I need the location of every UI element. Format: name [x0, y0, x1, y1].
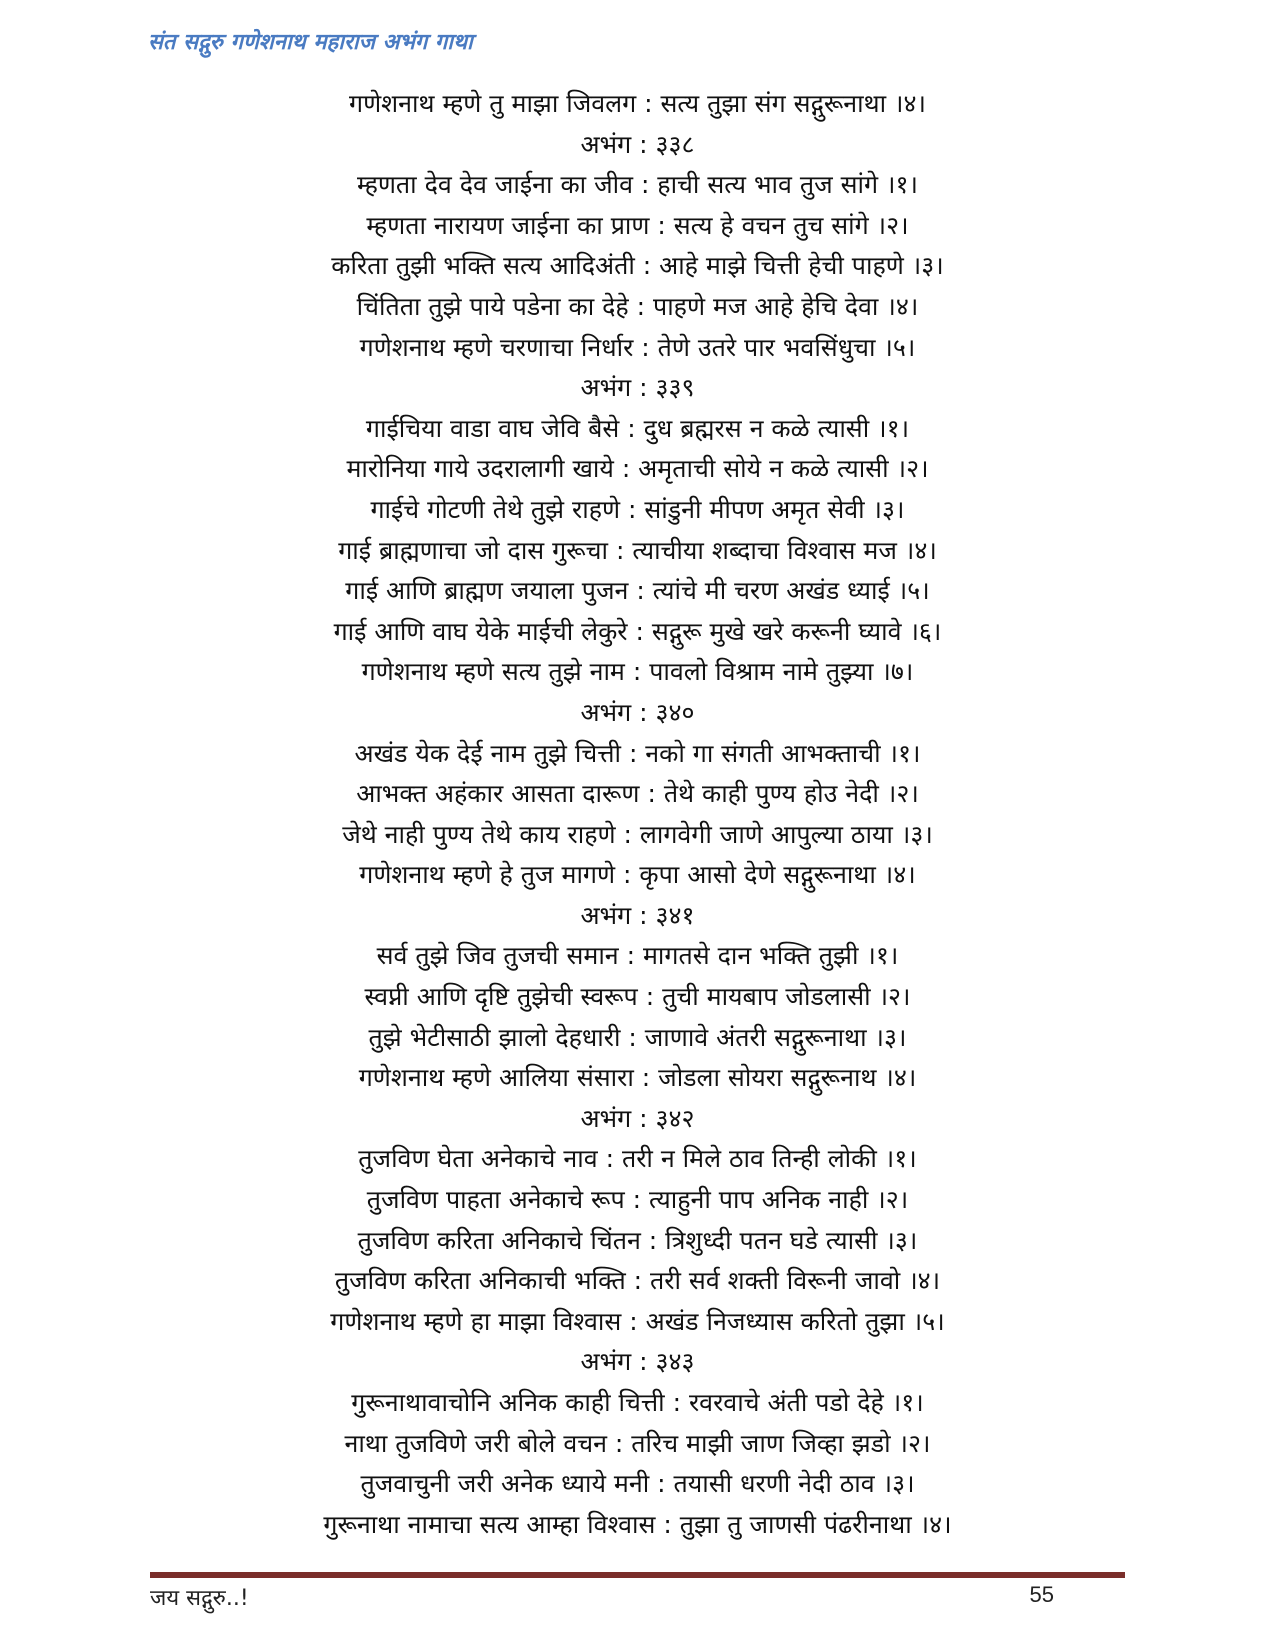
- verse-line: गाईचिया वाडा वाघ जेवि बैसे : दुध ब्रह्मरस न कळे त्यासी ।१।: [365, 413, 910, 443]
- verse-line: स्वप्नी आणि दृष्टि तुझेची स्वरूप : तुची मायबाप जोडलासी ।२।: [364, 982, 911, 1012]
- verse-line: गणेशनाथ म्हणे आलिया संसारा : जोडला सोयरा सद्गुरूनाथ ।४।: [358, 1063, 917, 1093]
- verse-line: गणेशनाथ म्हणे हे तुज मागणे : कृपा आसो देणे सद्गुरूनाथा ।४।: [359, 860, 916, 890]
- verse-line: चिंतिता तुझे पाये पडेना का देहे : पाहणे मज आहे हेचि देवा ।४।: [356, 291, 919, 321]
- verse-line: नाथा तुजविणे जरी बोले वचन : तरिच माझी जाण जिव्हा झडो ।२।: [344, 1428, 931, 1458]
- footer-divider: [150, 1572, 1125, 1578]
- verse-line: तुजवाचुनी जरी अनेक ध्याये मनी : तयासी धरणी नेदी ठाव ।३।: [360, 1469, 915, 1499]
- verse-line: सर्व तुझे जिव तुजची समान : मागतसे दान भक्ति तुझी ।१।: [376, 941, 899, 971]
- abhang-heading: अभंग : ३४०: [580, 697, 695, 727]
- page-number: 55: [1029, 1582, 1054, 1607]
- verse-line: गणेशनाथ म्हणे तु माझा जिवलग : सत्य तुझा संग सद्गुरूनाथा ।४।: [349, 89, 926, 118]
- verse-line: तुझे भेटीसाठी झालो देहधारी : जाणावे अंतरी सद्गुरूनाथा ।३।: [368, 1022, 907, 1052]
- abhang-heading: अभंग : ३३९: [580, 373, 695, 403]
- verse-text-block: [150, 84, 1125, 1545]
- verse-line: गाई आणि वाघ येके माईची लेकुरे : सद्गुरू मुखे खरे करूनी घ्यावे ।६।: [333, 616, 942, 646]
- verse-line: आभक्त अहंकार आसता दारूण : तेथे काही पुण्य होउ नेदी ।२।: [356, 779, 919, 809]
- verse-line: गाई आणि ब्राह्मण जयाला पुजन : त्यांचे मी चरण अखंड ध्याई ।५।: [345, 576, 930, 606]
- verse-line: करिता तुझी भक्ति सत्य आदिअंती : आहे माझे चित्ती हेची पाहणे ।३।: [331, 251, 944, 281]
- verse-line: तुजविण घेता अनेकाचे नाव : तरी न मिले ठाव तिन्ही लोकी ।१।: [358, 1144, 917, 1174]
- verse-line: म्हणता नारायण जाईना का प्राण : सत्य हे वचन तुच सांगे ।२।: [366, 210, 909, 240]
- abhang-heading: अभंग : ३३८: [580, 129, 695, 159]
- verse-line: तुजविण करिता अनिकाची भक्ति : तरी सर्व शक्ती विरूनी जावो ।४।: [334, 1266, 941, 1296]
- verse-line: गाईचे गोटणी तेथे तुझे राहणे : सांडुनी मीपण अमृत सेवी ।३।: [370, 494, 905, 524]
- abhang-heading: अभंग : ३४२: [580, 1103, 695, 1133]
- verse-line: तुजविण पाहता अनेकाचे रूप : त्याहुनी पाप अनिक नाही ।२।: [366, 1185, 909, 1215]
- verse-line: गणेशनाथ म्हणे चरणाचा निर्धार : तेणे उतरे पार भवसिंधुचा ।५।: [359, 332, 916, 362]
- verse-line: जेथे नाही पुण्य तेथे काय राहणे : लागवेगी जाणे आपुल्या ठाया ।३।: [342, 819, 933, 849]
- running-header-title: संत सद्गुरु गणेशनाथ महाराज अभंग गाथा: [148, 30, 473, 55]
- abhang-heading: अभंग : ३४३: [580, 1347, 695, 1377]
- verse-line: गुरूनाथा नामाचा सत्य आम्हा विश्वास : तुझा तु जाणसी पंढरीनाथा ।४।: [323, 1509, 952, 1539]
- verse-line: तुजविण करिता अनिकाचे चिंतन : त्रिशुध्दी पतन घडे त्यासी ।३।: [357, 1225, 918, 1255]
- verse-line: मारोनिया गाये उदरालागी खाये : अमृताची सोये न कळे त्यासी ।२।: [346, 454, 929, 484]
- verse-line: गाई ब्राह्मणाचा जो दास गुरूचा : त्याचीया शब्दाचा विश्वास मज ।४।: [338, 535, 937, 565]
- footer-slogan: जय सद्गुरु..!: [150, 1586, 249, 1611]
- verse-line: गणेशनाथ म्हणे हा माझा विश्वास : अखंड निजध्यास करितो तुझा ।५।: [330, 1306, 945, 1336]
- verse-line: अखंड येक देई नाम तुझे चित्ती : नको गा संगती आभक्ताची ।१।: [354, 738, 921, 768]
- verse-line: गुरूनाथावाचोनि अनिक काही चित्ती : रवरवाचे अंती पडो देहे ।१।: [351, 1388, 924, 1417]
- abhang-heading: अभंग : ३४१: [580, 900, 695, 930]
- verse-line: गणेशनाथ म्हणे सत्य तुझे नाम : पावलो विश्राम नामे तुझ्या ।७।: [361, 657, 914, 687]
- verse-line: म्हणता देव देव जाईना का जीव : हाची सत्य भाव तुज सांगे ।१।: [357, 170, 918, 200]
